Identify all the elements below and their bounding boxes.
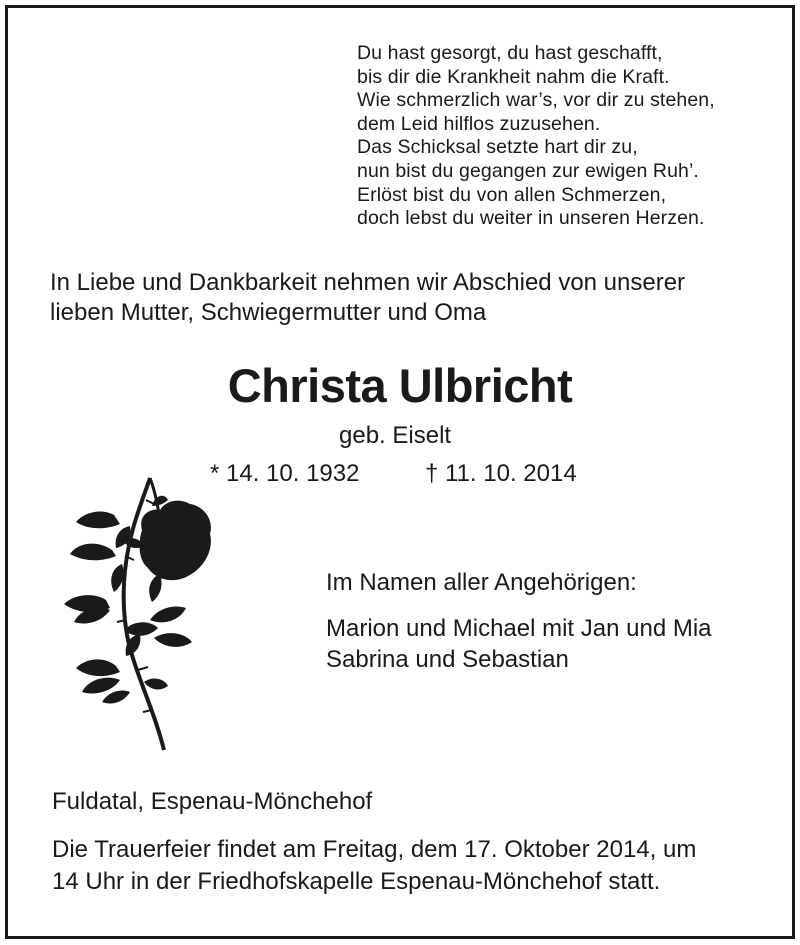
intro-text <box>50 268 685 328</box>
service-info <box>52 834 696 898</box>
birth-date: * 14. 10. 1932 <box>210 460 360 487</box>
family-line: Sabrina und Sebastian <box>326 646 569 673</box>
death-date: † 11. 10. 2014 <box>425 460 577 487</box>
poem <box>357 42 715 231</box>
family-names <box>326 613 712 675</box>
deceased-name: Christa Ulbricht <box>227 359 573 412</box>
poem-line: nun bist du gegangen zur ewigen Ruh’. <box>357 159 699 182</box>
poem-line: Du hast gesorgt, du hast geschafft, <box>357 42 663 64</box>
maiden-name: geb. Eiselt <box>339 422 452 449</box>
family-line: Marion und Michael mit Jan und Mia <box>326 615 712 642</box>
place: Fuldatal, Espenau-Mönchehof <box>52 788 373 815</box>
poem-line: Das Schicksal setzte hart dir zu, <box>357 136 638 159</box>
poem-line: bis dir die Krankheit nahm die Kraft. <box>357 65 670 88</box>
intro-line: In Liebe und Dankbarkeit nehmen wir Abschied von unserer <box>50 269 686 296</box>
rose-icon <box>54 470 224 760</box>
poem-line: Wie schmerzlich war’s, vor dir zu stehen, <box>357 89 715 112</box>
service-line: 14 Uhr in der Friedhofskapelle Espenau-Mönchehof statt. <box>52 868 661 895</box>
poem-line: dem Leid hilflos zuzusehen. <box>357 112 601 135</box>
poem-line: Erlöst bist du von allen Schmerzen, <box>357 183 667 206</box>
family-label: Im Namen aller Angehörigen: <box>326 569 637 596</box>
poem-line: doch lebst du weiter in unseren Herzen. <box>357 207 705 230</box>
intro-line: lieben Mutter, Schwiegermutter und Oma <box>50 299 487 326</box>
service-line: Die Trauerfeier findet am Freitag, dem 17. Oktober 2014, um <box>52 836 697 863</box>
